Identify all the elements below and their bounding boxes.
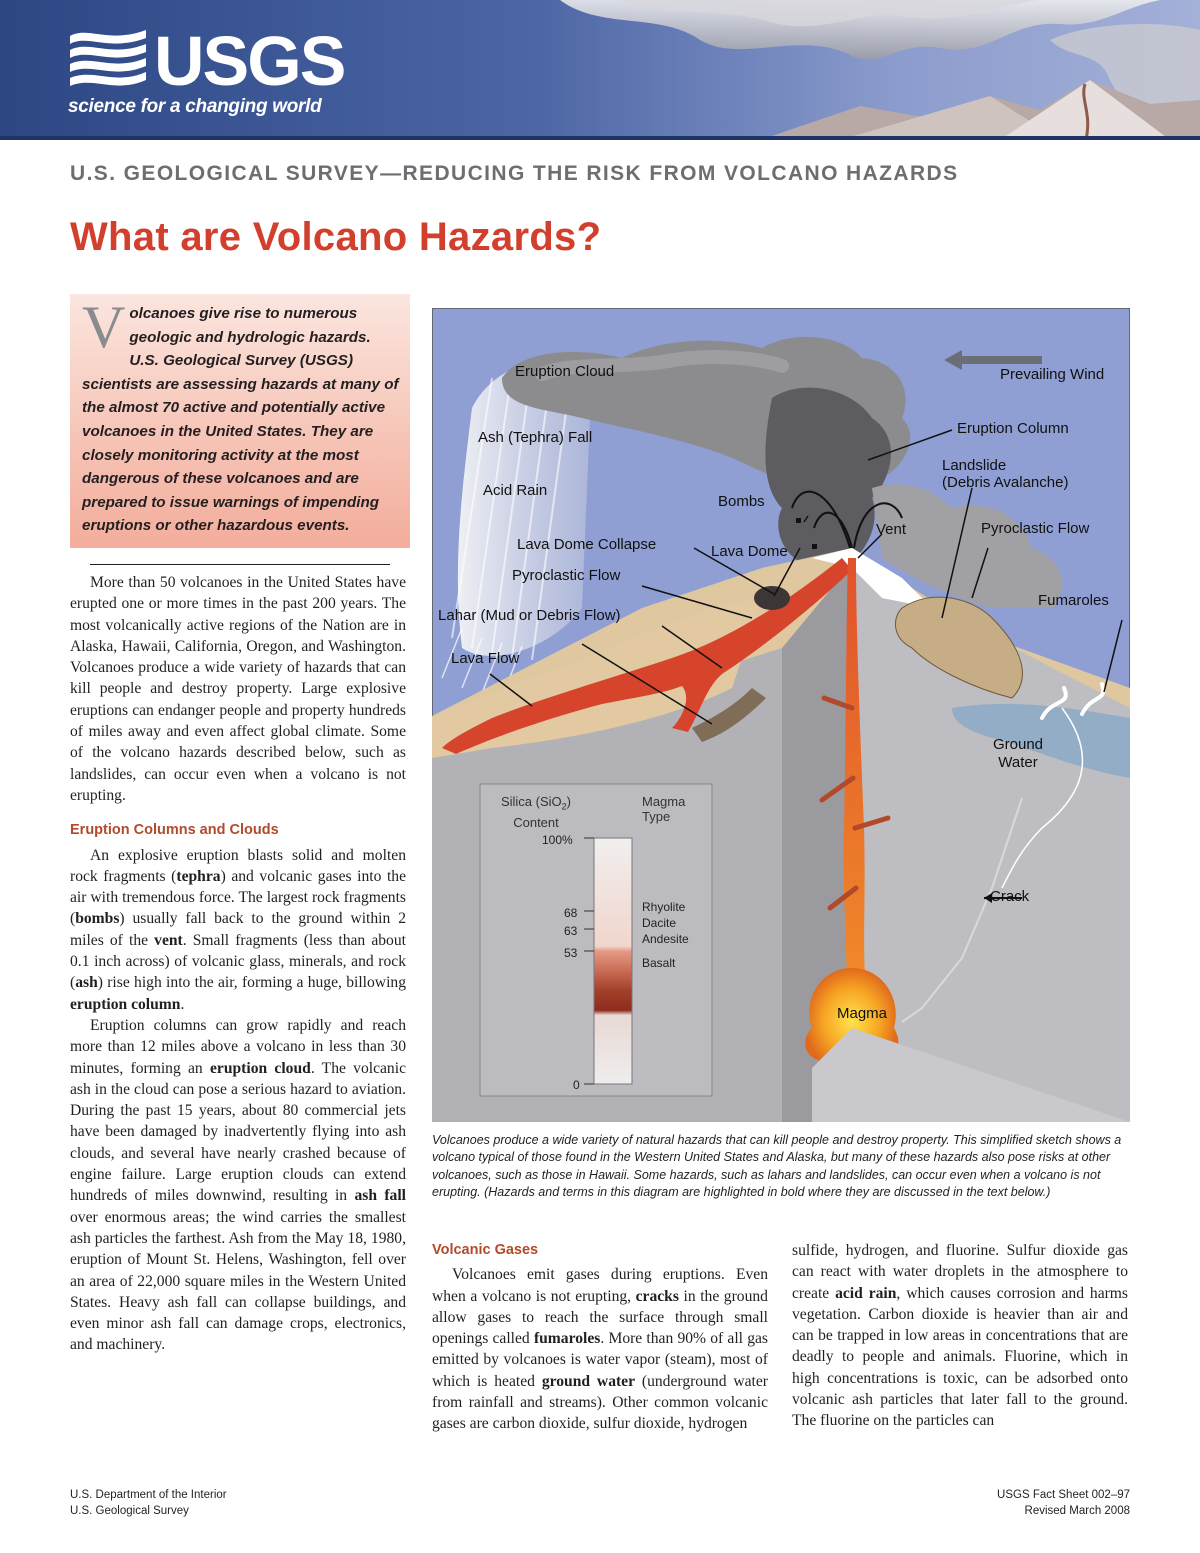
- tick-label-63: 63: [564, 924, 578, 938]
- intro-text: [82, 294, 400, 538]
- diagram-caption: Volcanoes produce a wide variety of natural hazards that can kill people and destroy property. This simplified sketch shows a volcano typical of those found in the Western United States and Alaska, but many of these hazards also pose risks at other volcanoes, such as those in Hawaii. Some hazards, such as lahars and landslides, can occur even when a volcano is not erupting. (Hazards and terms in this diagram are highlighted in bold where they are discussed in the text below.): [432, 1133, 1122, 1199]
- usgs-tagline: science for a changing world: [68, 96, 322, 117]
- label-acid-rain: Acid Rain: [483, 482, 548, 499]
- paragraph-volcanic-gases: Volcanoes emit gases during eruptions. Even when a volcano is not erupting, cracks in the ground allow gases to reach the surface through small openings called fumaroles. More than 90% of all gas emitted by volcanoes is water vapor (steam), most of which is heated ground water (underground water from rainfall and streams). Other common volcanic gases are carbon dioxide, sulfur dioxide, hydrogen: [432, 1266, 768, 1433]
- usgs-logo[interactable]: [68, 22, 368, 122]
- intro-body: olcanoes give rise to numerous geologic and hydrologic hazards. U.S. Geological Survey (USGS) scientists are assessing hazards at many of the almost 70 active and potentially active volcanoes in the United States. They are closely monitoring activity at the most dangerous of these volcanoes and are prepared to issue warnings of impending eruptions or other hazardous events.: [82, 305, 399, 535]
- label-lava-flow: Lava Flow: [451, 650, 520, 667]
- label-vent: Vent: [876, 521, 907, 538]
- page-title: What are Volcano Hazards?: [70, 215, 602, 259]
- label-debris-avalanche: (Debris Avalanche): [942, 474, 1069, 491]
- tick-label-0: 0: [573, 1078, 580, 1092]
- label-landslide: Landslide: [942, 457, 1007, 474]
- tick-label-68: 68: [564, 906, 578, 920]
- label-prevailing-wind: Prevailing Wind: [1000, 366, 1105, 383]
- intro-divider: [90, 564, 390, 565]
- text-column-2: [432, 1240, 768, 1435]
- magma-type-dacite: Dacite: [642, 916, 677, 930]
- label-eruption-column: Eruption Column: [957, 420, 1069, 437]
- label-fumaroles: Fumaroles: [1038, 592, 1109, 609]
- text-column-3: [792, 1240, 1128, 1432]
- label-lava-dome-collapse: Lava Dome Collapse: [517, 536, 657, 553]
- text-column-1: [70, 572, 406, 1356]
- silica-content-header: Silica (SiO$_2$) Content: [500, 794, 572, 830]
- magma-type-andesite: Andesite: [642, 932, 689, 946]
- label-pyroclastic-flow-left: Pyroclastic Flow: [512, 567, 621, 584]
- label-magma: Magma: [837, 1005, 888, 1022]
- label-lava-dome: Lava Dome: [711, 543, 788, 560]
- tick-label-100: 100%: [542, 833, 573, 847]
- usgs-banner: [0, 0, 1200, 140]
- intro-dropcap: V: [82, 294, 126, 360]
- footer-factsheet-id: USGS Fact Sheet 002–97 Revised March 2008: [997, 1489, 1130, 1517]
- label-crack: Crack: [990, 888, 1030, 905]
- intro-box: [70, 294, 410, 548]
- label-eruption-cloud: Eruption Cloud: [515, 363, 615, 380]
- magma-type-rhyolite: Rhyolite: [642, 900, 686, 914]
- label-ground-water: Ground Water: [992, 736, 1044, 771]
- magma-type-basalt: Basalt: [642, 956, 676, 970]
- paragraph-eruption-clouds: Eruption columns can grow rapidly and reach more than 12 miles above a volcano in less than 30 minutes, forming an eruption cloud. The volcanic ash in the cloud can pose a serious hazard to aviation. During the past 15 years, about 80 commercial jets have been damaged by inadvertently flying into ash clouds, and several have nearly crashed because of engine failure. Large eruption clouds can extend hundreds of miles downwind, resulting in ash fall over enormous areas; the wind carries the smallest ash particles the farthest. Ash from the May 18, 1980, eruption of Mount St. Helens, Washington, fell over an area of 22,000 square miles in the Western United States. Heavy ash fall can collapse buildings, and even minor ash fall can damage crops, electronics, and machinery.: [70, 1016, 406, 1354]
- usgs-wordmark: USGS: [154, 22, 345, 100]
- volcano-hazards-diagram: [432, 308, 1130, 1122]
- paragraph-volcanoes-us: More than 50 volcanoes in the United States have erupted one or more times in the past 200 years. The most volcanically active regions of the Nation are in Alaska, Hawaii, California, Oregon, and Washington. Volcanoes produce a wide variety of hazards that can kill people and destroy property. Large explosive eruptions can endanger people and property hundreds of miles away and even affect global climate. Some of the volcano hazards described below, such as landslides, can occur even when a volcano is not erupting.: [70, 574, 406, 804]
- label-pyroclastic-flow-right: Pyroclastic Flow: [981, 520, 1090, 537]
- series-heading: U.S. GEOLOGICAL SURVEY—REDUCING THE RISK FROM VOLCANO HAZARDS: [70, 162, 959, 185]
- footer-publisher: U.S. Department of the Interior U.S. Geological Survey: [70, 1489, 227, 1517]
- tick-label-53: 53: [564, 946, 578, 960]
- section-heading-eruption-columns: Eruption Columns and Clouds: [70, 822, 279, 839]
- magma-type-header: Magma Type: [642, 794, 686, 824]
- paragraph-gases-continued: sulfide, hydrogen, and fluorine. Sulfur dioxide gas can react with water droplets in the atmosphere to create acid rain, which causes corrosion and harms vegetation. Carbon dioxide is heavier than air and can be trapped in low areas in concentrations that are deadly to people and animals. Fluorine, which in high concentrations is toxic, can be adsorbed onto volcanic ash particles that later fall to the ground. The fluorine on the particles can: [792, 1242, 1129, 1430]
- label-lahar: Lahar (Mud or Debris Flow): [438, 607, 621, 624]
- label-bombs: Bombs: [718, 493, 765, 510]
- paragraph-eruption-blast: An explosive eruption blasts solid and molten rock fragments (tephra) and volcanic gases into the air with tremendous force. The largest rock fragments (bombs) usually fall back to the ground within 2 miles of the vent. Small fragments (less than about 0.1 inch across) of volcanic glass, minerals, and rock (ash) rise high into the air, forming a huge, billowing eruption column.: [70, 846, 406, 1013]
- usgs-wave-icon: [68, 26, 148, 96]
- section-heading-volcanic-gases: Volcanic Gases: [432, 1242, 539, 1258]
- label-ash-fall: Ash (Tephra) Fall: [478, 429, 593, 446]
